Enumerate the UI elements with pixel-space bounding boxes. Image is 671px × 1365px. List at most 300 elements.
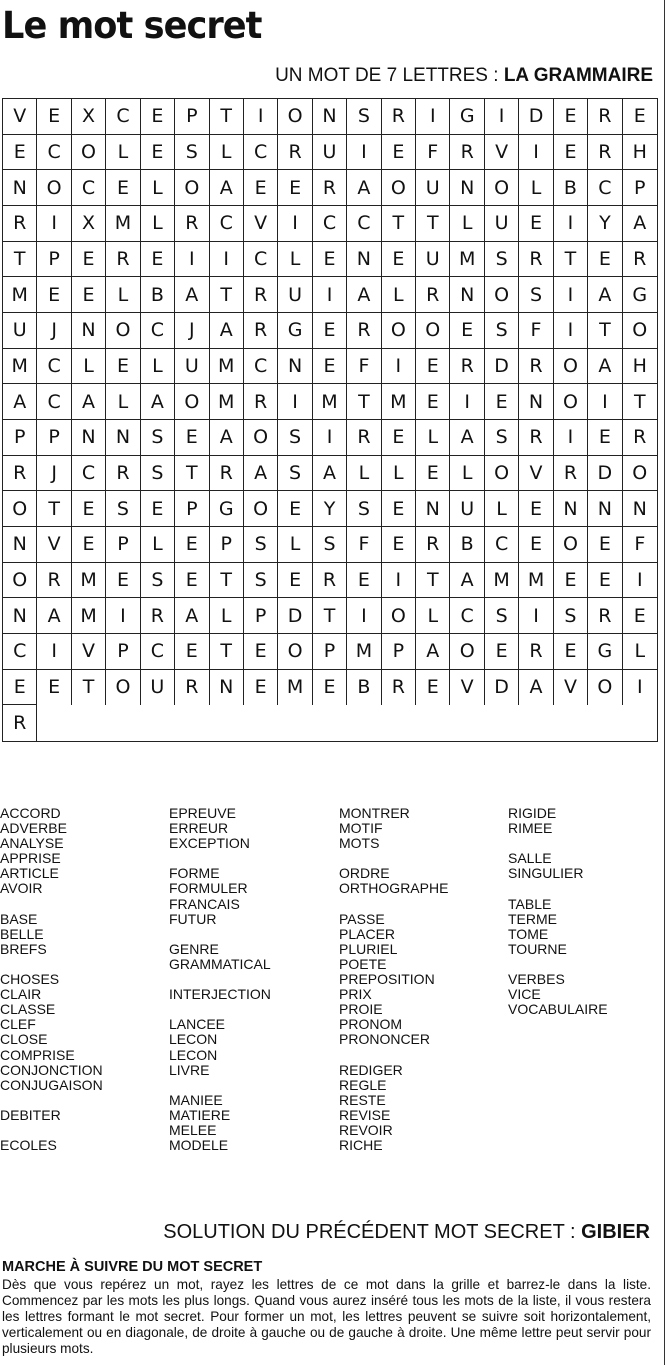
- grid-cell[interactable]: O: [588, 670, 622, 706]
- grid-cell[interactable]: R: [588, 598, 622, 634]
- word-item[interactable]: TOME: [508, 925, 549, 942]
- word-item[interactable]: VICE: [508, 986, 541, 1003]
- grid-cell[interactable]: E: [554, 135, 588, 171]
- grid-cell[interactable]: S: [141, 420, 175, 456]
- grid-cell[interactable]: I: [106, 598, 140, 634]
- grid-cell[interactable]: D: [278, 598, 312, 634]
- word-item[interactable]: PRONOM: [339, 1016, 402, 1033]
- grid-cell[interactable]: O: [416, 313, 450, 349]
- grid-cell[interactable]: E: [588, 420, 622, 456]
- grid-cell[interactable]: S: [244, 527, 278, 563]
- grid-cell[interactable]: M: [485, 563, 519, 599]
- grid-cell[interactable]: E: [3, 670, 37, 706]
- grid-cell[interactable]: A: [519, 670, 553, 706]
- grid-cell[interactable]: N: [623, 491, 657, 527]
- grid-cell[interactable]: R: [554, 456, 588, 492]
- grid-cell[interactable]: T: [623, 384, 657, 420]
- grid-cell[interactable]: I: [588, 384, 622, 420]
- grid-cell[interactable]: E: [382, 527, 416, 563]
- grid-cell[interactable]: M: [106, 206, 140, 242]
- grid-cell[interactable]: I: [416, 99, 450, 135]
- grid-cell[interactable]: F: [519, 313, 553, 349]
- grid-cell[interactable]: O: [485, 170, 519, 206]
- grid-cell[interactable]: E: [347, 563, 381, 599]
- grid-cell[interactable]: S: [485, 598, 519, 634]
- grid-cell[interactable]: A: [37, 598, 71, 634]
- word-item[interactable]: MOTS: [339, 835, 380, 852]
- word-item[interactable]: RIMEE: [508, 820, 553, 837]
- grid-cell[interactable]: U: [485, 206, 519, 242]
- grid-cell[interactable]: R: [347, 313, 381, 349]
- grid-cell[interactable]: T: [313, 598, 347, 634]
- word-item[interactable]: APPRISE: [0, 850, 61, 867]
- grid-cell[interactable]: E: [278, 563, 312, 599]
- grid-cell[interactable]: U: [141, 670, 175, 706]
- grid-cell[interactable]: E: [244, 170, 278, 206]
- grid-cell[interactable]: I: [347, 135, 381, 171]
- grid-cell[interactable]: L: [416, 598, 450, 634]
- grid-cell[interactable]: E: [278, 491, 312, 527]
- grid-cell[interactable]: V: [450, 670, 484, 706]
- grid-cell[interactable]: O: [3, 563, 37, 599]
- grid-cell[interactable]: E: [37, 670, 71, 706]
- word-item[interactable]: LECON: [169, 1031, 218, 1048]
- word-item[interactable]: RESTE: [339, 1091, 386, 1108]
- word-item[interactable]: PASSE: [339, 910, 385, 927]
- word-item[interactable]: ERREUR: [169, 820, 229, 837]
- grid-cell[interactable]: Y: [588, 206, 622, 242]
- grid-cell[interactable]: E: [37, 277, 71, 313]
- grid-cell[interactable]: I: [485, 99, 519, 135]
- grid-cell[interactable]: F: [416, 135, 450, 171]
- grid-cell[interactable]: R: [244, 313, 278, 349]
- grid-cell[interactable]: D: [519, 99, 553, 135]
- grid-cell[interactable]: I: [554, 313, 588, 349]
- word-item[interactable]: REVISE: [339, 1106, 391, 1123]
- grid-cell[interactable]: I: [519, 135, 553, 171]
- grid-cell[interactable]: S: [175, 135, 209, 171]
- word-item[interactable]: SINGULIER: [508, 865, 584, 882]
- grid-cell[interactable]: E: [313, 670, 347, 706]
- grid-cell[interactable]: C: [244, 135, 278, 171]
- grid-cell[interactable]: V: [72, 634, 106, 670]
- word-item[interactable]: PROIE: [339, 1001, 383, 1018]
- grid-cell[interactable]: O: [3, 491, 37, 527]
- grid-cell[interactable]: B: [347, 670, 381, 706]
- word-item[interactable]: VOCABULAIRE: [508, 1001, 608, 1018]
- grid-cell[interactable]: S: [141, 563, 175, 599]
- grid-cell[interactable]: A: [588, 349, 622, 385]
- grid-cell[interactable]: M: [382, 384, 416, 420]
- grid-cell[interactable]: F: [623, 527, 657, 563]
- grid-cell[interactable]: E: [313, 313, 347, 349]
- grid-cell[interactable]: O: [623, 456, 657, 492]
- grid-cell[interactable]: L: [210, 598, 244, 634]
- grid-cell[interactable]: L: [106, 135, 140, 171]
- grid-cell[interactable]: L: [210, 135, 244, 171]
- grid-cell[interactable]: N: [278, 349, 312, 385]
- grid-cell[interactable]: N: [3, 527, 37, 563]
- grid-cell[interactable]: R: [623, 420, 657, 456]
- grid-cell[interactable]: N: [588, 491, 622, 527]
- grid-cell[interactable]: O: [485, 456, 519, 492]
- grid-cell[interactable]: C: [244, 349, 278, 385]
- grid-cell[interactable]: U: [313, 135, 347, 171]
- grid-cell[interactable]: V: [554, 670, 588, 706]
- grid-cell[interactable]: I: [37, 206, 71, 242]
- grid-cell[interactable]: E: [519, 527, 553, 563]
- grid-cell[interactable]: P: [244, 598, 278, 634]
- grid-cell[interactable]: E: [141, 99, 175, 135]
- grid-cell[interactable]: A: [210, 313, 244, 349]
- grid-cell[interactable]: R: [244, 384, 278, 420]
- grid-cell[interactable]: L: [485, 491, 519, 527]
- word-item[interactable]: LECON: [169, 1046, 218, 1063]
- grid-cell[interactable]: I: [519, 598, 553, 634]
- grid-cell[interactable]: T: [210, 634, 244, 670]
- grid-cell[interactable]: P: [106, 634, 140, 670]
- grid-cell[interactable]: G: [450, 99, 484, 135]
- word-item[interactable]: MATIERE: [169, 1106, 231, 1123]
- grid-cell[interactable]: R: [244, 277, 278, 313]
- grid-cell[interactable]: P: [210, 527, 244, 563]
- word-item[interactable]: PRONONCER: [339, 1031, 431, 1048]
- grid-cell[interactable]: M: [3, 277, 37, 313]
- word-item[interactable]: CLEF: [0, 1016, 36, 1033]
- grid-cell[interactable]: E: [416, 384, 450, 420]
- grid-cell[interactable]: R: [141, 598, 175, 634]
- grid-cell[interactable]: O: [485, 277, 519, 313]
- grid-cell[interactable]: E: [175, 527, 209, 563]
- grid-cell[interactable]: C: [106, 99, 140, 135]
- grid-cell[interactable]: Y: [313, 491, 347, 527]
- grid-cell[interactable]: C: [72, 170, 106, 206]
- word-item[interactable]: RICHE: [339, 1137, 383, 1154]
- grid-cell[interactable]: R: [175, 206, 209, 242]
- word-item[interactable]: CONJONCTION: [0, 1061, 103, 1078]
- grid-cell[interactable]: F: [347, 527, 381, 563]
- grid-cell[interactable]: C: [3, 634, 37, 670]
- grid-cell[interactable]: E: [106, 349, 140, 385]
- grid-cell[interactable]: S: [554, 598, 588, 634]
- grid-cell[interactable]: C: [313, 206, 347, 242]
- grid-cell[interactable]: C: [210, 206, 244, 242]
- grid-cell[interactable]: T: [72, 670, 106, 706]
- grid-cell[interactable]: R: [3, 206, 37, 242]
- word-item[interactable]: ANALYSE: [0, 835, 64, 852]
- grid-cell[interactable]: D: [485, 670, 519, 706]
- grid-cell[interactable]: E: [623, 598, 657, 634]
- grid-cell[interactable]: O: [450, 634, 484, 670]
- grid-cell[interactable]: R: [416, 277, 450, 313]
- grid-cell[interactable]: I: [37, 634, 71, 670]
- grid-cell[interactable]: S: [313, 527, 347, 563]
- word-item[interactable]: BELLE: [0, 925, 44, 942]
- grid-cell[interactable]: L: [141, 527, 175, 563]
- grid-cell[interactable]: M: [72, 598, 106, 634]
- grid-cell[interactable]: O: [382, 170, 416, 206]
- grid-cell[interactable]: D: [588, 456, 622, 492]
- grid-cell[interactable]: N: [450, 170, 484, 206]
- grid-cell[interactable]: T: [347, 384, 381, 420]
- grid-cell[interactable]: E: [416, 456, 450, 492]
- grid-cell[interactable]: N: [3, 598, 37, 634]
- word-item[interactable]: VERBES: [508, 971, 565, 988]
- grid-cell[interactable]: R: [450, 349, 484, 385]
- word-item[interactable]: TABLE: [508, 895, 552, 912]
- grid-cell[interactable]: E: [72, 277, 106, 313]
- grid-cell[interactable]: E: [313, 242, 347, 278]
- grid-cell[interactable]: M: [347, 634, 381, 670]
- word-item[interactable]: COMPRISE: [0, 1046, 75, 1063]
- grid-cell[interactable]: O: [72, 135, 106, 171]
- grid-cell[interactable]: O: [175, 384, 209, 420]
- grid-cell[interactable]: H: [623, 135, 657, 171]
- grid-cell[interactable]: R: [588, 99, 622, 135]
- grid-cell[interactable]: U: [3, 313, 37, 349]
- grid-cell[interactable]: X: [72, 206, 106, 242]
- grid-cell[interactable]: S: [485, 313, 519, 349]
- grid-cell[interactable]: O: [278, 99, 312, 135]
- grid-cell[interactable]: R: [382, 99, 416, 135]
- grid-cell[interactable]: E: [588, 527, 622, 563]
- grid-cell[interactable]: A: [141, 384, 175, 420]
- grid-cell[interactable]: P: [37, 420, 71, 456]
- grid-cell[interactable]: E: [3, 135, 37, 171]
- grid-cell[interactable]: I: [382, 563, 416, 599]
- grid-cell[interactable]: T: [210, 277, 244, 313]
- grid-cell[interactable]: M: [72, 563, 106, 599]
- grid-cell[interactable]: N: [450, 277, 484, 313]
- grid-cell[interactable]: V: [244, 206, 278, 242]
- grid-cell[interactable]: E: [554, 634, 588, 670]
- grid-cell[interactable]: M: [313, 384, 347, 420]
- grid-cell[interactable]: N: [519, 384, 553, 420]
- grid-cell[interactable]: H: [623, 349, 657, 385]
- grid-cell[interactable]: R: [382, 670, 416, 706]
- grid-cell[interactable]: T: [588, 313, 622, 349]
- grid-cell[interactable]: P: [175, 491, 209, 527]
- grid-cell[interactable]: I: [450, 384, 484, 420]
- grid-cell[interactable]: R: [3, 705, 37, 741]
- word-item[interactable]: EPREUVE: [169, 805, 236, 821]
- grid-cell[interactable]: A: [347, 277, 381, 313]
- word-item[interactable]: MELEE: [169, 1121, 217, 1138]
- grid-cell[interactable]: T: [37, 491, 71, 527]
- word-item[interactable]: TERME: [508, 910, 557, 927]
- grid-cell[interactable]: E: [37, 99, 71, 135]
- grid-cell[interactable]: S: [347, 491, 381, 527]
- word-item[interactable]: ECOLES: [0, 1137, 57, 1154]
- grid-cell[interactable]: R: [416, 527, 450, 563]
- word-item[interactable]: DEBITER: [0, 1106, 61, 1123]
- grid-cell[interactable]: E: [141, 135, 175, 171]
- grid-cell[interactable]: U: [175, 349, 209, 385]
- grid-cell[interactable]: J: [175, 313, 209, 349]
- grid-cell[interactable]: E: [278, 170, 312, 206]
- grid-cell[interactable]: A: [313, 456, 347, 492]
- grid-cell[interactable]: R: [519, 420, 553, 456]
- grid-cell[interactable]: O: [175, 170, 209, 206]
- word-item[interactable]: BREFS: [0, 940, 47, 957]
- word-item[interactable]: PLURIEL: [339, 940, 398, 957]
- grid-cell[interactable]: B: [450, 527, 484, 563]
- grid-cell[interactable]: C: [485, 527, 519, 563]
- grid-cell[interactable]: A: [588, 277, 622, 313]
- grid-cell[interactable]: I: [636, 676, 643, 699]
- grid-cell[interactable]: B: [554, 170, 588, 206]
- word-item[interactable]: ORTHOGRAPHE: [339, 880, 449, 897]
- grid-cell[interactable]: T: [382, 206, 416, 242]
- grid-cell[interactable]: L: [450, 206, 484, 242]
- grid-cell[interactable]: O: [554, 384, 588, 420]
- word-item[interactable]: REVOIR: [339, 1121, 393, 1138]
- grid-cell[interactable]: E: [72, 527, 106, 563]
- grid-cell[interactable]: E: [382, 491, 416, 527]
- grid-cell[interactable]: S: [519, 277, 553, 313]
- grid-cell[interactable]: A: [3, 384, 37, 420]
- grid-cell[interactable]: L: [382, 456, 416, 492]
- grid-cell[interactable]: E: [450, 313, 484, 349]
- grid-cell[interactable]: R: [3, 456, 37, 492]
- grid-cell[interactable]: N: [313, 99, 347, 135]
- grid-cell[interactable]: A: [210, 420, 244, 456]
- grid-cell[interactable]: C: [37, 135, 71, 171]
- grid-cell[interactable]: T: [554, 242, 588, 278]
- grid-cell[interactable]: E: [175, 634, 209, 670]
- grid-cell[interactable]: U: [416, 170, 450, 206]
- grid-cell[interactable]: R: [210, 456, 244, 492]
- word-item[interactable]: REGLE: [339, 1076, 387, 1093]
- grid-cell[interactable]: R: [37, 563, 71, 599]
- grid-cell[interactable]: L: [141, 349, 175, 385]
- grid-cell[interactable]: I: [244, 99, 278, 135]
- grid-cell[interactable]: A: [210, 170, 244, 206]
- grid-cell[interactable]: N: [106, 420, 140, 456]
- word-item[interactable]: MONTRER: [339, 805, 410, 821]
- grid-cell[interactable]: L: [416, 420, 450, 456]
- grid-cell[interactable]: G: [623, 277, 657, 313]
- grid-cell[interactable]: N: [416, 491, 450, 527]
- grid-cell[interactable]: V: [519, 456, 553, 492]
- grid-cell[interactable]: N: [3, 170, 37, 206]
- grid-cell[interactable]: R: [313, 170, 347, 206]
- grid-cell[interactable]: C: [141, 313, 175, 349]
- grid-cell[interactable]: E: [588, 242, 622, 278]
- grid-cell[interactable]: S: [278, 420, 312, 456]
- grid-cell[interactable]: A: [175, 277, 209, 313]
- grid-cell[interactable]: M: [3, 349, 37, 385]
- grid-cell[interactable]: L: [278, 242, 312, 278]
- grid-cell[interactable]: I: [623, 563, 657, 599]
- grid-cell[interactable]: N: [554, 491, 588, 527]
- grid-cell[interactable]: L: [106, 277, 140, 313]
- grid-cell[interactable]: I: [382, 349, 416, 385]
- grid-cell[interactable]: P: [623, 170, 657, 206]
- grid-cell[interactable]: C: [450, 598, 484, 634]
- grid-cell[interactable]: P: [313, 634, 347, 670]
- word-item[interactable]: TOURNE: [508, 940, 567, 957]
- word-item[interactable]: EXCEPTION: [169, 835, 250, 852]
- grid-cell[interactable]: C: [347, 206, 381, 242]
- grid-cell[interactable]: T: [416, 206, 450, 242]
- grid-cell[interactable]: E: [72, 491, 106, 527]
- word-item[interactable]: ARTICLE: [0, 865, 59, 882]
- grid-cell[interactable]: C: [37, 349, 71, 385]
- grid-cell[interactable]: O: [106, 313, 140, 349]
- grid-cell[interactable]: E: [382, 420, 416, 456]
- grid-cell[interactable]: E: [72, 242, 106, 278]
- grid-cell[interactable]: G: [278, 313, 312, 349]
- grid-cell[interactable]: V: [485, 135, 519, 171]
- grid-cell[interactable]: V: [3, 99, 37, 135]
- grid-cell[interactable]: R: [347, 420, 381, 456]
- grid-cell[interactable]: E: [623, 99, 657, 135]
- word-item[interactable]: CLAIR: [0, 986, 42, 1003]
- grid-cell[interactable]: S: [141, 456, 175, 492]
- grid-cell[interactable]: L: [519, 170, 553, 206]
- grid-cell[interactable]: S: [485, 242, 519, 278]
- grid-cell[interactable]: O: [554, 349, 588, 385]
- grid-cell[interactable]: G: [588, 634, 622, 670]
- grid-cell[interactable]: O: [623, 313, 657, 349]
- grid-cell[interactable]: O: [278, 634, 312, 670]
- word-item[interactable]: FRANCAIS: [169, 895, 240, 912]
- grid-cell[interactable]: N: [210, 670, 244, 706]
- grid-cell[interactable]: I: [313, 277, 347, 313]
- grid-cell[interactable]: E: [519, 491, 553, 527]
- word-item[interactable]: POETE: [339, 955, 387, 972]
- grid-cell[interactable]: M: [519, 563, 553, 599]
- grid-cell[interactable]: E: [519, 206, 553, 242]
- grid-cell[interactable]: R: [313, 563, 347, 599]
- grid-cell[interactable]: L: [141, 206, 175, 242]
- word-item[interactable]: AVOIR: [0, 880, 43, 897]
- grid-cell[interactable]: S: [278, 456, 312, 492]
- grid-cell[interactable]: X: [72, 99, 106, 135]
- grid-cell[interactable]: V: [37, 527, 71, 563]
- grid-cell[interactable]: T: [416, 563, 450, 599]
- grid-cell[interactable]: R: [106, 456, 140, 492]
- grid-cell[interactable]: S: [106, 491, 140, 527]
- grid-cell[interactable]: N: [72, 313, 106, 349]
- grid-cell[interactable]: U: [450, 491, 484, 527]
- grid-cell[interactable]: I: [554, 206, 588, 242]
- grid-cell[interactable]: P: [175, 99, 209, 135]
- grid-cell[interactable]: A: [347, 170, 381, 206]
- grid-cell[interactable]: J: [37, 313, 71, 349]
- grid-cell[interactable]: L: [450, 456, 484, 492]
- grid-cell[interactable]: E: [106, 170, 140, 206]
- grid-cell[interactable]: R: [623, 242, 657, 278]
- grid-cell[interactable]: E: [416, 349, 450, 385]
- grid-cell[interactable]: I: [554, 420, 588, 456]
- word-item[interactable]: GRAMMATICAL: [169, 955, 271, 972]
- grid-cell[interactable]: E: [106, 563, 140, 599]
- grid-cell[interactable]: E: [485, 384, 519, 420]
- grid-cell[interactable]: R: [519, 242, 553, 278]
- grid-cell[interactable]: E: [244, 670, 278, 706]
- word-item[interactable]: BASE: [0, 910, 38, 927]
- grid-cell[interactable]: T: [175, 456, 209, 492]
- grid-cell[interactable]: M: [450, 242, 484, 278]
- word-item[interactable]: CHOSES: [0, 971, 60, 988]
- grid-cell[interactable]: O: [554, 527, 588, 563]
- grid-cell[interactable]: T: [210, 99, 244, 135]
- grid-cell[interactable]: E: [554, 563, 588, 599]
- grid-cell[interactable]: E: [382, 242, 416, 278]
- grid-cell[interactable]: C: [37, 384, 71, 420]
